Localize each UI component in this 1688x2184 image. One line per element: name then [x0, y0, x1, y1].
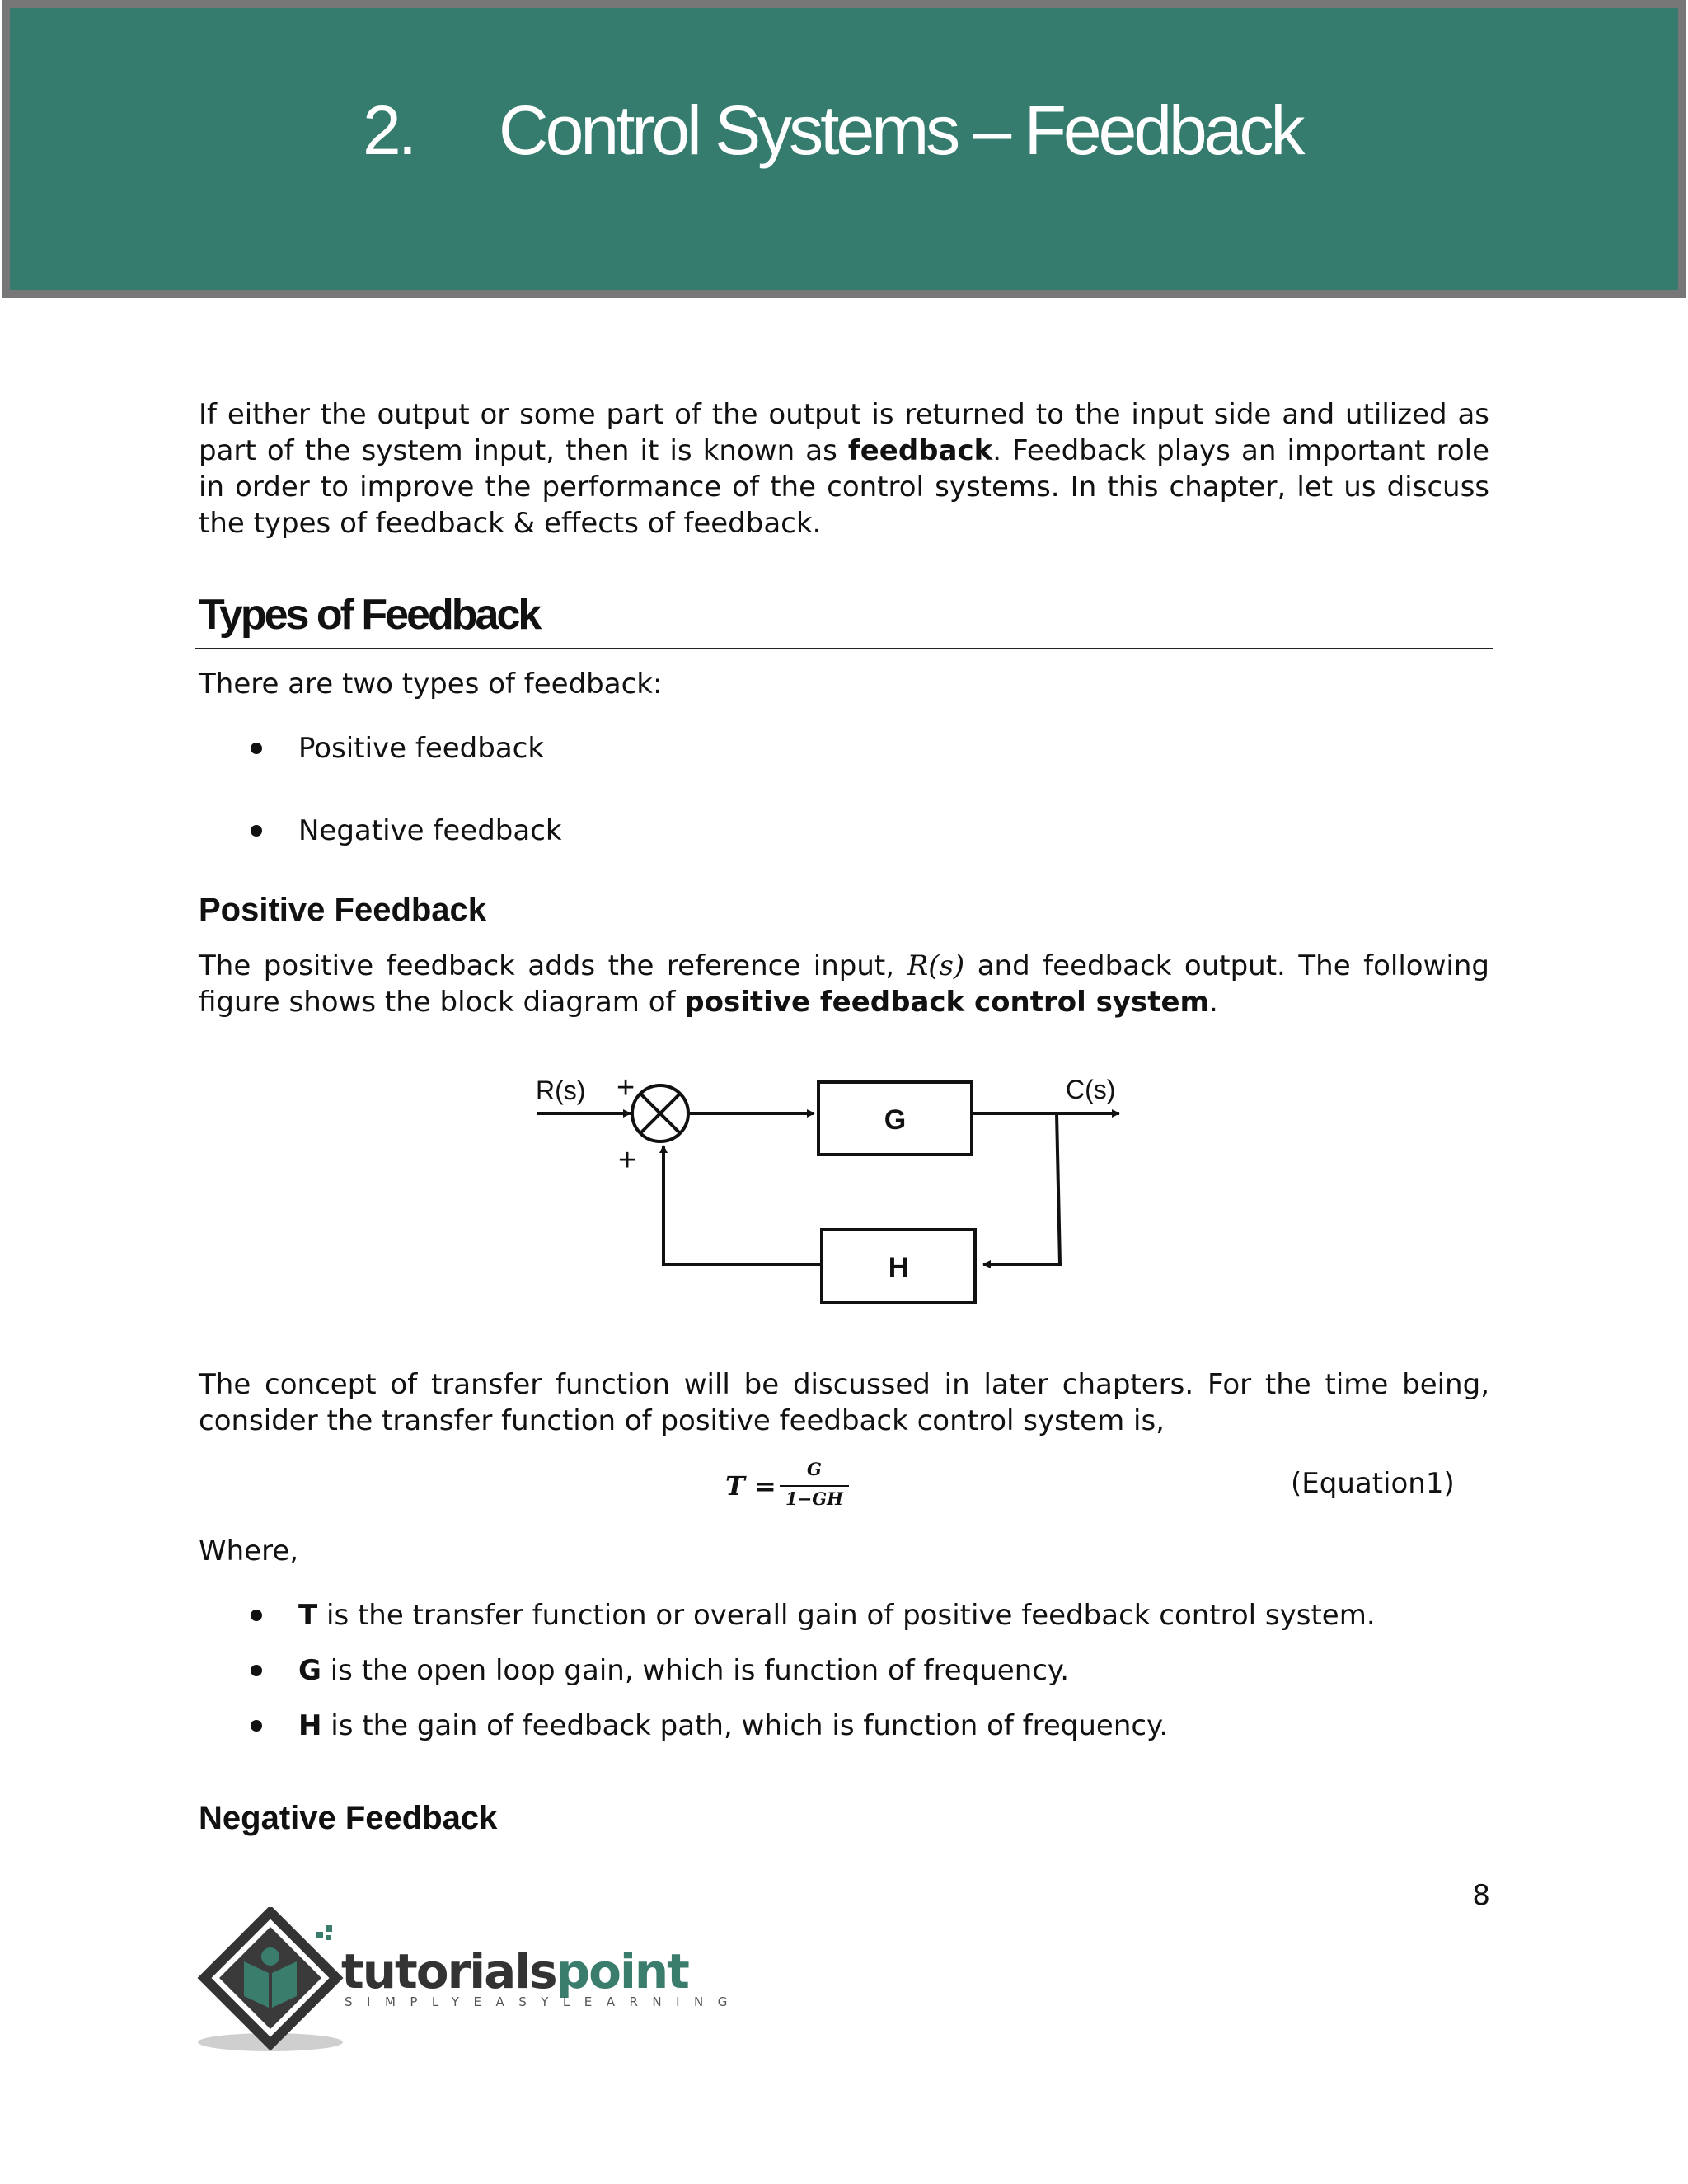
intro-text-2: . Feedback plays an important role in order to improve the performance of the control systems. In this chapter, let us discuss the types of feedback & effects of feedback.: [199, 434, 1489, 540]
equation-denominator: 1−GH: [785, 1488, 843, 1509]
list-item-text: [298, 1652, 1069, 1689]
types-lead-text: There are two types of feedback:: [199, 668, 663, 701]
positive-feedback-heading: Positive Feedback: [199, 892, 487, 928]
feedback-path-return: [983, 1113, 1060, 1264]
logo-wordmark-part2: point: [556, 1943, 688, 1999]
bullet-icon: [251, 1665, 262, 1676]
bullet-icon: [251, 1610, 262, 1621]
positive-feedback-paragraph: [199, 948, 1489, 1020]
fraction-bar: [780, 1485, 849, 1487]
types-of-feedback-heading: Types of Feedback: [199, 591, 540, 639]
negative-feedback-heading: Negative Feedback: [199, 1800, 498, 1836]
summing-junction: [632, 1085, 688, 1141]
definition-symbol: T: [298, 1599, 318, 1632]
section-divider: [195, 648, 1493, 649]
intro-bold-term: feedback: [847, 434, 993, 467]
equation-lhs: T =: [725, 1470, 776, 1502]
definition-text: is the transfer function or overall gain of positive feedback control system.: [317, 1599, 1376, 1632]
chapter-title-text: Control Systems – Feedback: [499, 91, 1302, 169]
list-item-text: Negative feedback: [298, 814, 562, 847]
list-item-text: [298, 1708, 1168, 1744]
equation-numerator: G: [807, 1459, 822, 1479]
forward-block-label: G: [884, 1104, 907, 1136]
definition-text: is the gain of feedback path, which is function of frequency.: [321, 1709, 1169, 1742]
definition-symbol: G: [298, 1654, 321, 1687]
bullet-icon: [251, 743, 262, 754]
list-item-text: Positive feedback: [298, 732, 545, 765]
chapter-title: [363, 91, 1301, 171]
intro-text-1: If either the output or some part of the output is returned to the input side and utilized as part of the system input, then it is known as: [199, 398, 1489, 467]
bullet-icon: [251, 825, 262, 837]
input-label: R(s): [536, 1076, 586, 1105]
feedback-sign: +: [618, 1143, 637, 1178]
input-sign: +: [617, 1071, 635, 1105]
equation-label: (Equation1): [1291, 1467, 1455, 1500]
positive-feedback-block-diagram: [528, 1063, 1137, 1310]
where-label: Where,: [199, 1535, 299, 1568]
chapter-number: 2.: [363, 91, 415, 169]
positive-math-term: R(s): [907, 949, 965, 982]
feedback-block-label: H: [888, 1252, 909, 1283]
logo-wordmark: [341, 1943, 688, 1999]
logo-wordmark-part1: tutorials: [341, 1943, 556, 1999]
bullet-icon: [251, 1720, 262, 1732]
logo-emblem-icon: [196, 1907, 345, 2052]
definition-symbol: H: [298, 1709, 322, 1742]
positive-bold-term: positive feedback control system: [684, 986, 1209, 1019]
page-number: 8: [1472, 1879, 1490, 1912]
transfer-function-equation: [725, 1459, 849, 1516]
tutorialspoint-logo: [196, 1907, 742, 2052]
feedback-path-to-junction: [663, 1146, 822, 1264]
output-label: C(s): [1066, 1075, 1116, 1104]
definition-text: is the open loop gain, which is function of frequency.: [321, 1654, 1070, 1687]
logo-tagline: SIMPLYEASYLEARNING: [345, 1994, 742, 2009]
list-item-text: [298, 1597, 1376, 1633]
positive-text-3: .: [1208, 986, 1218, 1019]
positive-text-2: and feedback output. The following figure shows the block diagram of: [199, 949, 1489, 1019]
positive-text-1: The positive feedback adds the reference input,: [199, 949, 907, 982]
intro-paragraph: [199, 396, 1489, 541]
transfer-function-paragraph: The concept of transfer function will be discussed in later chapters. For the time being, consider the transfer function of positive feedback control system is,: [199, 1368, 1489, 1437]
